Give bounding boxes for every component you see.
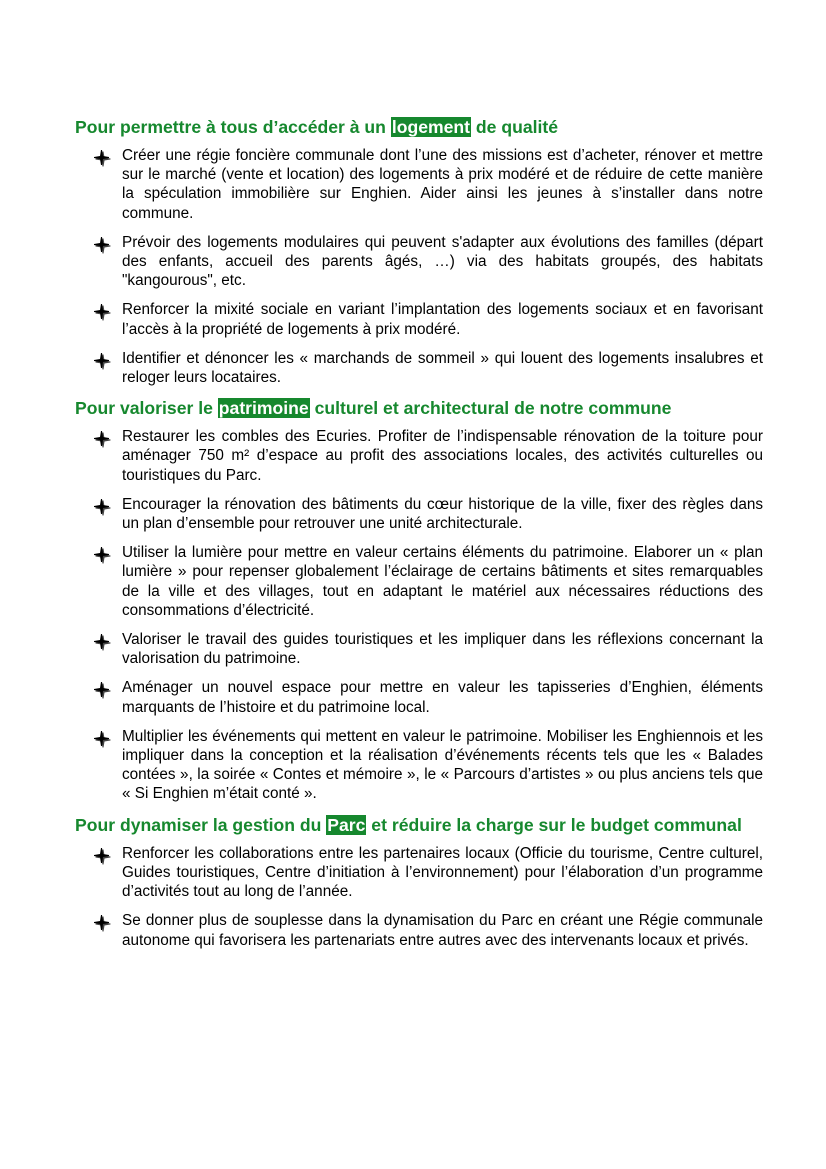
keyword-highlight: logement xyxy=(391,117,471,137)
cross-bullet-icon xyxy=(93,352,111,370)
list-item: Se donner plus de souplesse dans la dynamisation du Parc en créant une Régie communale autonome qui favorisera les partenariats entre autres avec des intervenants locaux et privés. xyxy=(75,911,763,949)
list-item: Utiliser la lumière pour mettre en valeur certains éléments du patrimoine. Elaborer un « plan lumière » pour repenser globalement l’éclairage de certains bâtiments et sites remarquables de la ville et des villages, tout en adaptant le matériel aux nécessaires réductions des consommations d’électricité. xyxy=(75,543,763,620)
cross-bullet-icon xyxy=(93,498,111,516)
cross-bullet-icon xyxy=(93,681,111,699)
list-item: Encourager la rénovation des bâtiments du cœur historique de la ville, fixer des règles dans un plan d’ensemble pour retrouver une unité architecturale. xyxy=(75,495,763,533)
cross-bullet-icon xyxy=(93,149,111,167)
cross-bullet-icon xyxy=(93,430,111,448)
list-item: Créer une régie foncière communale dont l’une des missions est d’acheter, rénover et mettre sur le marché (vente et location) des logements à prix modéré et de réduire de cette manière la spéculation immobilière sur Enghien. Aider ainsi les jeunes à s’installer dans notre commune. xyxy=(75,146,763,223)
bullet-list xyxy=(75,146,763,387)
list-item: Aménager un nouvel espace pour mettre en valeur les tapisseries d’Enghien, éléments marquants de l’histoire et du patrimoine local. xyxy=(75,678,763,716)
keyword-highlight: patrimoine xyxy=(218,398,309,419)
list-item: Renforcer les collaborations entre les partenaires locaux (Officie du tourisme, Centre culturel, Guides touristiques, Centre d’initiation à l’environnement) pour l’élaboration d’un programme d’activités tout au long de l’année. xyxy=(75,844,763,902)
section-logement xyxy=(75,116,763,387)
list-item: Valoriser le travail des guides touristiques et les impliquer dans les réflexions concernant la valorisation du patrimoine. xyxy=(75,630,763,668)
bullet-list xyxy=(75,427,763,803)
cross-bullet-icon xyxy=(93,633,111,651)
bullet-list xyxy=(75,844,763,950)
list-item: Identifier et dénoncer les « marchands de sommeil » qui louent des logements insalubres et reloger leurs locataires. xyxy=(75,349,763,387)
cross-bullet-icon xyxy=(93,730,111,748)
section-parc xyxy=(75,814,763,950)
section-title: Pour dynamiser la gestion du Parc et réduire la charge sur le budget communal xyxy=(75,814,742,835)
cross-bullet-icon xyxy=(93,546,111,564)
cross-bullet-icon xyxy=(93,847,111,865)
list-item: Renforcer la mixité sociale en variant l’implantation des logements sociaux et en favorisant l’accès à la propriété de logements à prix modéré. xyxy=(75,300,763,338)
section-patrimoine xyxy=(75,397,763,803)
section-title: Pour permettre à tous d’accéder à un logement de qualité xyxy=(75,117,559,137)
cross-bullet-icon xyxy=(93,914,111,932)
keyword-highlight: Parc xyxy=(327,814,366,835)
cross-bullet-icon xyxy=(93,303,111,321)
list-item: Restaurer les combles des Ecuries. Profiter de l’indispensable rénovation de la toiture pour aménager 750 m² d’espace au profit des associations locales, des activités culturelles ou touristiques du Parc. xyxy=(75,427,763,485)
list-item: Prévoir des logements modulaires qui peuvent s'adapter aux évolutions des familles (départ des enfants, accueil des parents âgés, …) via des habitats groupés, des habitats "kangourous", etc. xyxy=(75,233,763,291)
cross-bullet-icon xyxy=(93,236,111,254)
document-page xyxy=(75,116,763,960)
list-item: Multiplier les événements qui mettent en valeur le patrimoine. Mobiliser les Enghiennois et les impliquer dans la conception et la réalisation d’événements récents tels que les « Balades contées », la soirée « Contes et mémoire », le « Parcours d’artistes » ou plus anciens tels que « Si Enghien m’était conté ». xyxy=(75,727,763,804)
section-title: Pour valoriser le patrimoine culturel et architectural de notre commune xyxy=(75,398,672,419)
